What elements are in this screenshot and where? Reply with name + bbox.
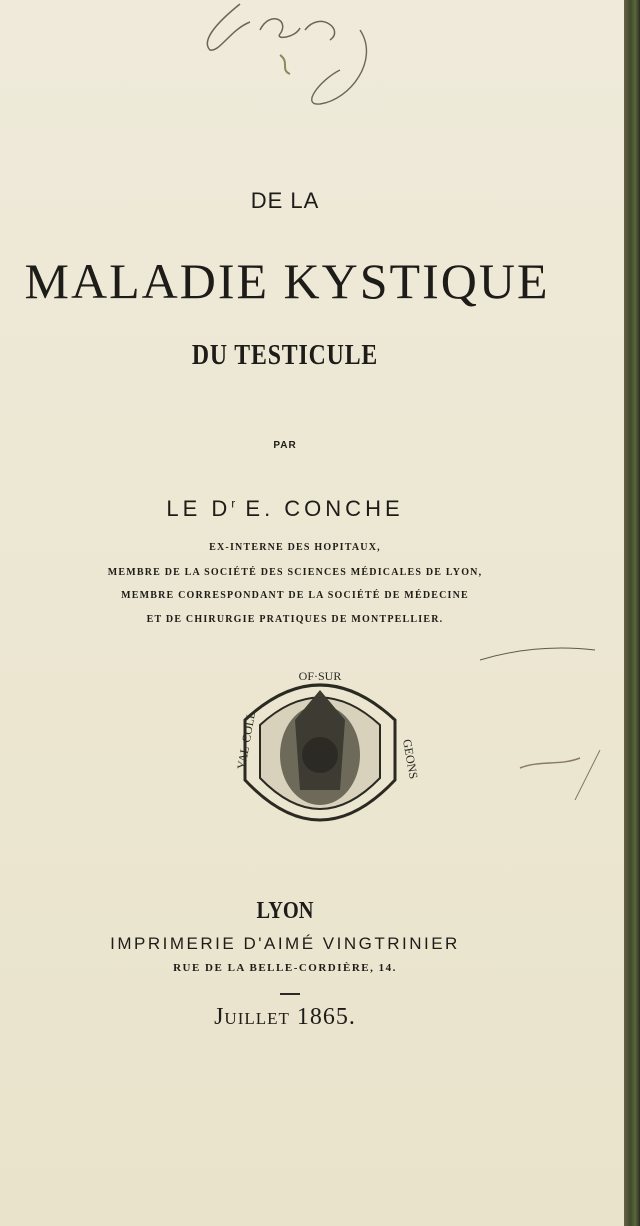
handwritten-signature bbox=[180, 0, 400, 110]
credential-line: ET DE CHIRURGIE PRATIQUES DE MONTPELLIER. bbox=[146, 614, 444, 625]
svg-text:OF·SUR: OF·SUR bbox=[298, 669, 342, 683]
author-name: E. CONCHE bbox=[245, 496, 404, 521]
publication-date: Juillet 1865. bbox=[214, 1004, 356, 1030]
page-subtitle: DU TESTICULE bbox=[191, 340, 379, 371]
author-prefix: LE D bbox=[166, 496, 232, 521]
by-label: PAR bbox=[273, 440, 297, 451]
credential-line: MEMBRE CORRESPONDANT DE LA SOCIÉTÉ DE MÉDECINE bbox=[121, 590, 469, 601]
printer: IMPRIMERIE D'AIMÉ VINGTRINIER bbox=[110, 934, 460, 953]
printer-address: RUE DE LA BELLE-CORDIÈRE, 14. bbox=[173, 962, 397, 974]
library-stamp-seal bbox=[225, 660, 421, 860]
svg-text:GEONS: GEONS bbox=[400, 738, 421, 780]
author bbox=[0, 496, 570, 522]
author-title-sup: r bbox=[231, 496, 236, 511]
svg-text:YAL·COLL: YAL·COLL bbox=[234, 710, 259, 771]
divider bbox=[280, 993, 300, 995]
preposition: DE LA bbox=[250, 188, 320, 213]
credential-line: EX-INTERNE DES HOPITAUX, bbox=[209, 542, 381, 553]
credential-line: MEMBRE DE LA SOCIÉTÉ DES SCIENCES MÉDICALES DE LYON, bbox=[107, 567, 483, 578]
book-spine-edge bbox=[624, 0, 640, 1226]
stamp-flourish bbox=[480, 640, 610, 820]
page-title: MALADIE KYSTIQUE bbox=[24, 253, 550, 309]
publication-city: LYON bbox=[256, 898, 314, 924]
